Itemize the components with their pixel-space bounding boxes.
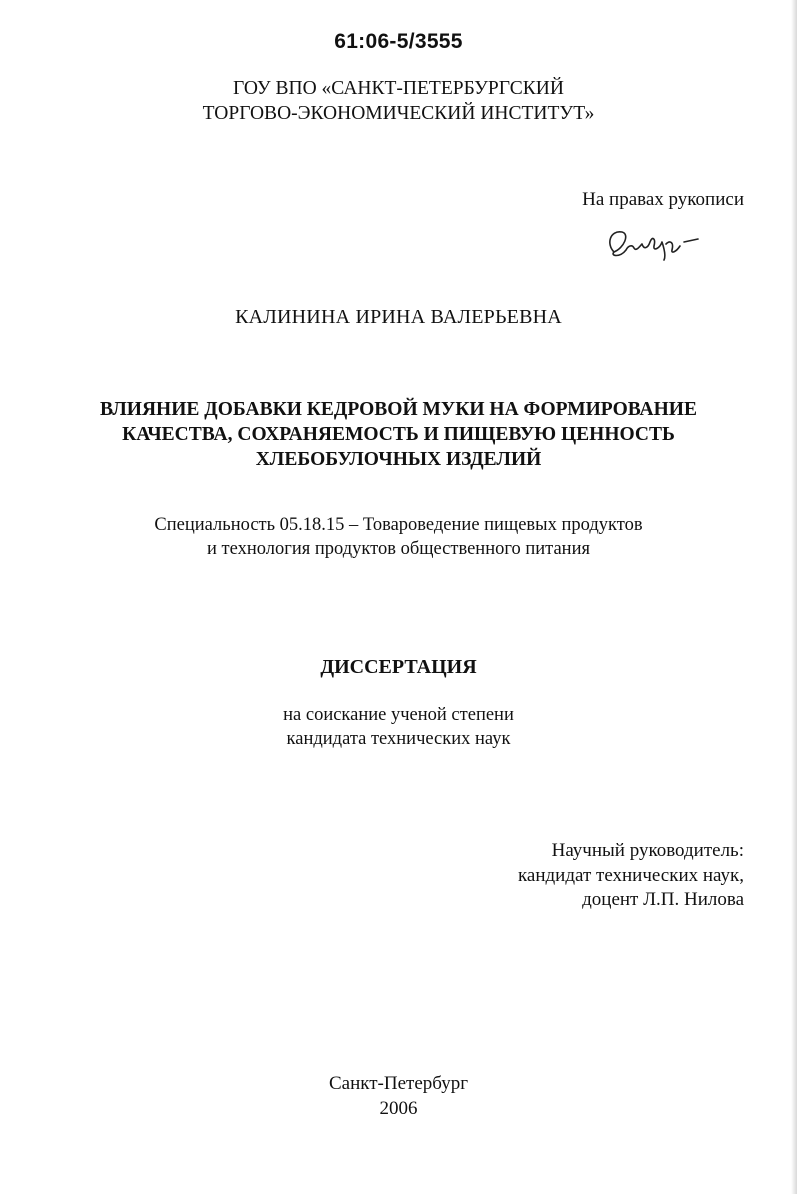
- city: Санкт-Петербург: [328, 1073, 468, 1094]
- degree-line-2: кандидата технических наук: [286, 729, 511, 749]
- specialty-line-1: Специальность 05.18.15 – Товароведение пищевых продуктов: [154, 515, 643, 535]
- catalog-number: 61:06-5/3555: [334, 30, 463, 53]
- title-line-1: ВЛИЯНИЕ ДОБАВКИ КЕДРОВОЙ МУКИ НА ФОРМИРОВАНИЕ: [100, 399, 697, 420]
- title-line-2: КАЧЕСТВА, СОХРАНЯЕМОСТЬ И ПИЩЕВУЮ ЦЕННОСТЬ: [122, 424, 675, 445]
- title-line-3: ХЛЕБОБУЛОЧНЫХ ИЗДЕЛИЙ: [255, 449, 542, 470]
- scan-edge-shadow: [791, 0, 797, 1194]
- degree-line-1: на соискание ученой степени: [283, 705, 514, 725]
- year: 2006: [379, 1098, 418, 1119]
- degree-sought: [0, 703, 797, 751]
- specialty-line-2: и технология продуктов общественного питания: [207, 539, 590, 559]
- supervisor-line-2: кандидат технических наук,: [517, 864, 744, 886]
- dissertation-title: [0, 397, 797, 472]
- organization-line-1: ГОУ ВПО «САНКТ-ПЕТЕРБУРГСКИЙ: [233, 78, 564, 99]
- manuscript-note: На правах рукописи: [582, 189, 744, 210]
- place-and-year: [0, 1071, 797, 1121]
- document-type: ДИССЕРТАЦИЯ: [320, 656, 477, 678]
- scientific-supervisor: [518, 839, 744, 913]
- supervisor-line-1: Научный руководитель:: [551, 840, 744, 861]
- handwritten-signature: [600, 222, 710, 267]
- organization-line-2: ТОРГОВО-ЭКОНОМИЧЕСКИЙ ИНСТИТУТ»: [202, 103, 595, 124]
- supervisor-line-3: доцент Л.П. Нилова: [582, 889, 744, 910]
- author-name: КАЛИНИНА ИРИНА ВАЛЕРЬЕВНА: [235, 306, 562, 328]
- specialty: [0, 513, 797, 561]
- organization-name: [0, 76, 797, 126]
